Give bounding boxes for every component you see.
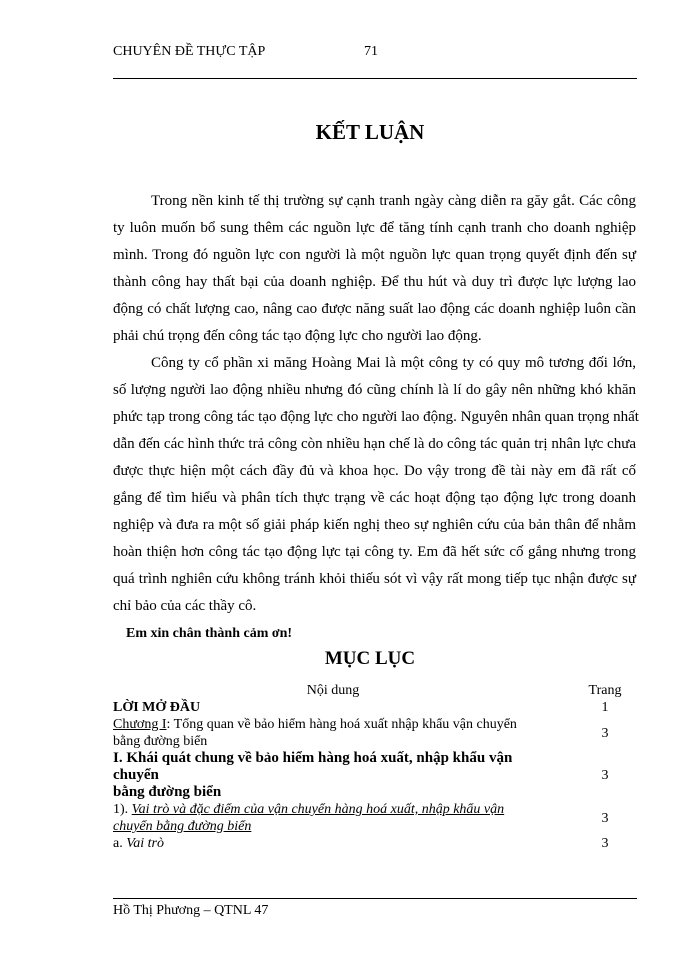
toc-col-page: Trang xyxy=(588,683,622,698)
running-header: CHUYÊN ĐỀ THỰC TẬP xyxy=(113,44,266,59)
toc-entry-text: LỜI MỞ ĐẦU xyxy=(113,700,201,715)
toc-entry-page: 3 xyxy=(601,725,609,741)
table-of-contents xyxy=(113,682,637,852)
header-rule xyxy=(113,78,637,79)
toc-row xyxy=(113,750,637,801)
paragraph-line: phải chú trọng đến công tác tạo động lực cho người lao động. xyxy=(113,328,482,344)
toc-col-content: Nội dung xyxy=(306,683,360,698)
page-number: 71 xyxy=(364,44,378,59)
running-footer: Hồ Thị Phương – QTNL 47 xyxy=(113,903,269,918)
toc-entry-line2: bằng đường biển xyxy=(113,784,222,800)
paragraph-line: ty luôn muốn bổ sung thêm các nguồn lực để tăng tính cạnh tranh cho doanh nghiệp xyxy=(113,220,636,236)
paragraph-line: Công ty cổ phần xi măng Hoàng Mai là một công ty có quy mô tương đối lớn, xyxy=(151,355,636,371)
paragraph-line: thành công hay thất bại của doanh nghiệp. Để thu hút và duy trì được lực lượng lao xyxy=(113,274,636,290)
toc-entry-text xyxy=(113,716,553,750)
paragraph-line: dẫn đến các hình thức trả công còn nhiều hạn chế là do công tác quản trị nhân lực chưa xyxy=(113,436,636,452)
toc-row xyxy=(113,801,637,835)
toc-entry-line1: Vai trò và đặc điểm của vận chuyển hàng hoá xuất, nhập khẩu vận xyxy=(131,802,505,817)
paragraph-line: chỉ bảo của các thầy cô. xyxy=(113,598,257,614)
footer-rule xyxy=(113,898,637,899)
paragraph-line: Trong nền kinh tế thị trường sự cạnh tranh ngày càng diễn ra găy gắt. Các công xyxy=(151,193,636,209)
toc-entry-text xyxy=(113,750,553,801)
section-title: KẾT LUẬN xyxy=(315,120,425,144)
toc-header-row xyxy=(113,682,637,699)
toc-entry-text xyxy=(113,801,553,835)
toc-entry-number: a. xyxy=(113,836,127,851)
toc-entry xyxy=(113,835,553,852)
paragraph-line: gắng để tìm hiểu và phân tích thực trạng về các hoạt động tạo động lực trong doanh xyxy=(113,490,636,506)
toc-entry-line2: bằng đường biển xyxy=(113,734,208,749)
thanks-line: Em xin chân thành cảm ơn! xyxy=(126,626,293,641)
conclusion-body xyxy=(113,188,639,620)
toc-entry-text: Vai trò xyxy=(126,836,164,851)
toc-entry-line2: chuyển bằng đường biển xyxy=(113,819,252,834)
paragraph-line: mình. Trong đó nguồn lực con người là một nguồn lực quan trọng quyết định đến sự xyxy=(113,247,636,263)
toc-entry-line1: I. Khái quát chung về bảo hiểm hàng hoá xuất, nhập khẩu vận chuyển xyxy=(113,750,513,783)
toc-chapter-label: Chương I xyxy=(113,717,167,732)
toc-title: MỤC LỤC xyxy=(324,648,416,669)
toc-entry-number: 1). xyxy=(113,802,132,817)
paragraph-line: nghiệp và đưa ra một số giải pháp kiến nghị theo sự nghiên cứu của bản thân để nhằm xyxy=(113,517,636,533)
toc-entry-page: 1 xyxy=(601,700,609,715)
paragraph-line: động có chất lượng cao, nâng cao được năng suất lao động các doanh nghiệp luôn cần xyxy=(113,301,636,317)
paragraph-line: số lượng người lao động nhiều nhưng đó cũng chính là lí do gây nên những khó khăn xyxy=(113,382,636,398)
toc-row xyxy=(113,716,637,750)
toc-entry-line1: : Tổng quan về bảo hiểm hàng hoá xuất nhập khẩu vận chuyển xyxy=(166,717,517,732)
toc-row xyxy=(113,835,637,852)
paragraph-line: quá trình nghiên cứu không tránh khỏi thiếu sót vì vậy rất mong tiếp tục nhận được sự xyxy=(113,571,636,587)
toc-row xyxy=(113,699,637,716)
paragraph-line: phức tạp trong công tác tạo động lực cho người lao động. Nguyên nhân quan trọng nhất xyxy=(113,409,639,425)
paragraph-line: được thực hiện một cách đầy đủ và khoa học. Do vậy trong đề tài này em đã rất cố xyxy=(113,463,636,479)
paragraph-line: hoàn thiện hơn công tác tạo động lực tại công ty. Em đã hết sức cố gắng nhưng trong xyxy=(113,544,636,560)
toc-entry-page: 3 xyxy=(601,768,609,783)
toc-entry-page: 3 xyxy=(601,810,609,826)
toc-entry-page: 3 xyxy=(601,836,609,851)
